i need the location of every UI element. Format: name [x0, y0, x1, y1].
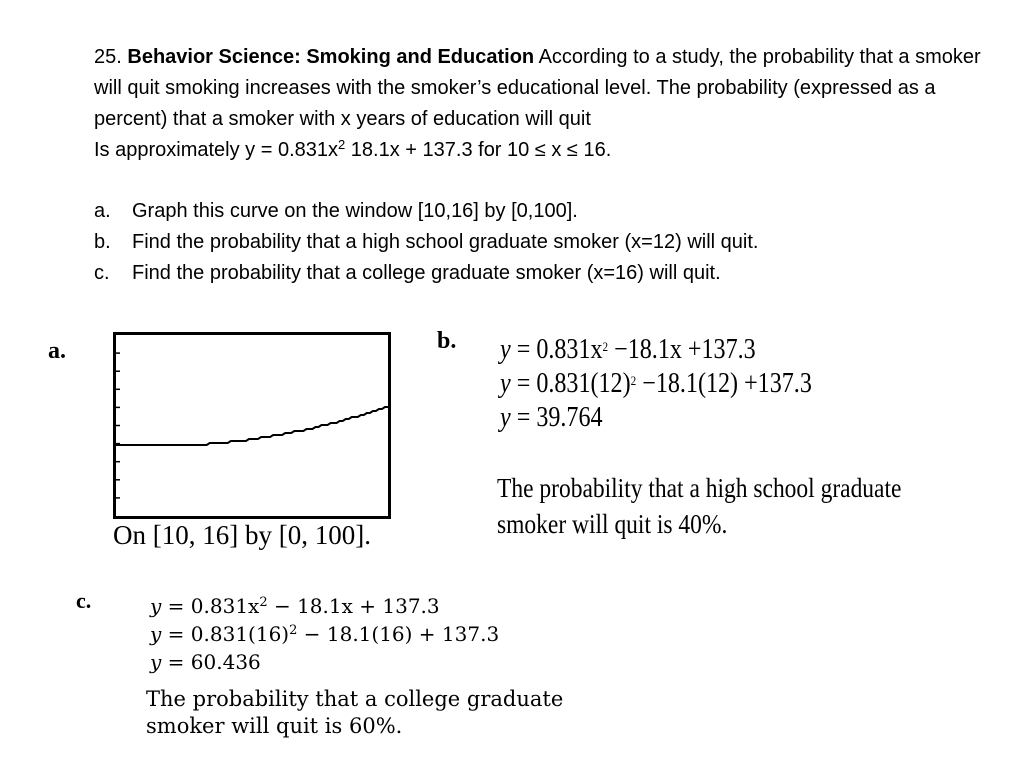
- quadratic-curve: [116, 407, 388, 445]
- question-parts: [94, 196, 994, 289]
- answer-b-label: b.: [437, 328, 457, 354]
- part-label: a.: [94, 200, 111, 222]
- exponent: 2: [259, 595, 268, 610]
- part-label: c.: [94, 262, 110, 284]
- problem-statement: [94, 42, 994, 166]
- part-text: Find the probability that a high school graduate smoker (x=12) will quit.: [132, 231, 759, 253]
- exponent: 2: [289, 623, 298, 638]
- answer-c-label: c.: [76, 588, 92, 613]
- part-c: [94, 258, 994, 289]
- equation-prefix: Is approximately y = 0.831x: [94, 139, 339, 161]
- graph-plot: [116, 335, 388, 516]
- part-text: Graph this curve on the window [10,16] by [0,100].: [132, 200, 578, 222]
- expr-tail: −18.1x +137.3: [608, 334, 756, 365]
- answer-b-conclusion: [497, 470, 901, 542]
- graph-window: [113, 332, 391, 519]
- var-y: y: [150, 622, 162, 646]
- exponent: 2: [602, 339, 609, 354]
- problem-text: According to a study, the probability that a smoker will quit smoking increases with the smoker’s educational level. The probability (expressed as a percent) that a smoker with x years of education will quit: [94, 46, 981, 130]
- part-label: b.: [94, 231, 111, 253]
- equation-suffix: 18.1x + 137.3 for 10 ≤ x ≤ 16.: [345, 139, 612, 161]
- problem-title: Behavior Science: Smoking and Education: [127, 46, 535, 68]
- expr: = 39.764: [510, 402, 603, 433]
- expr-tail: −18.1(12) +137.3: [636, 368, 812, 399]
- conclusion-line-2: smoker will quit is 40%.: [497, 509, 728, 539]
- expr: = 0.831x: [510, 334, 603, 365]
- answer-b-line-3: [500, 401, 812, 435]
- part-a: [94, 196, 994, 227]
- answer-c-conclusion: [146, 686, 563, 740]
- var-y: y: [150, 650, 162, 674]
- expr: = 0.831(12): [510, 368, 631, 399]
- conclusion-line-1: The probability that a college graduate: [146, 687, 564, 711]
- answer-c-math: [150, 592, 499, 676]
- part-text: Find the probability that a college graduate smoker (x=16) will quit.: [132, 262, 721, 284]
- answer-c-line-2: [150, 620, 499, 648]
- var-y: y: [500, 368, 511, 399]
- problem-paragraph: [94, 42, 994, 135]
- answer-b-line-2: [500, 367, 812, 401]
- var-y: y: [150, 594, 162, 618]
- expr-tail: − 18.1x + 137.3: [267, 594, 440, 618]
- conclusion-line-2: smoker will quit is 60%.: [146, 714, 403, 738]
- expr: = 0.831(16): [161, 622, 290, 646]
- expr: = 60.436: [161, 650, 261, 674]
- problem-equation-line: [94, 135, 994, 166]
- problem-number: 25.: [94, 46, 122, 68]
- part-b: [94, 227, 994, 258]
- conclusion-line-1: The probability that a high school graduate: [497, 473, 902, 503]
- answer-a-label: a.: [48, 338, 66, 364]
- var-y: y: [500, 402, 511, 433]
- expr-tail: − 18.1(16) + 137.3: [297, 622, 500, 646]
- answer-c-line-3: [150, 648, 499, 676]
- var-y: y: [500, 334, 511, 365]
- expr: = 0.831x: [161, 594, 260, 618]
- answer-b-math: [500, 333, 812, 435]
- answer-b-line-1: [500, 333, 812, 367]
- graph-caption: On [10, 16] by [0, 100].: [113, 520, 371, 550]
- equation-exponent: 2: [338, 137, 346, 152]
- answer-c-line-1: [150, 592, 499, 620]
- exponent: 2: [630, 373, 637, 388]
